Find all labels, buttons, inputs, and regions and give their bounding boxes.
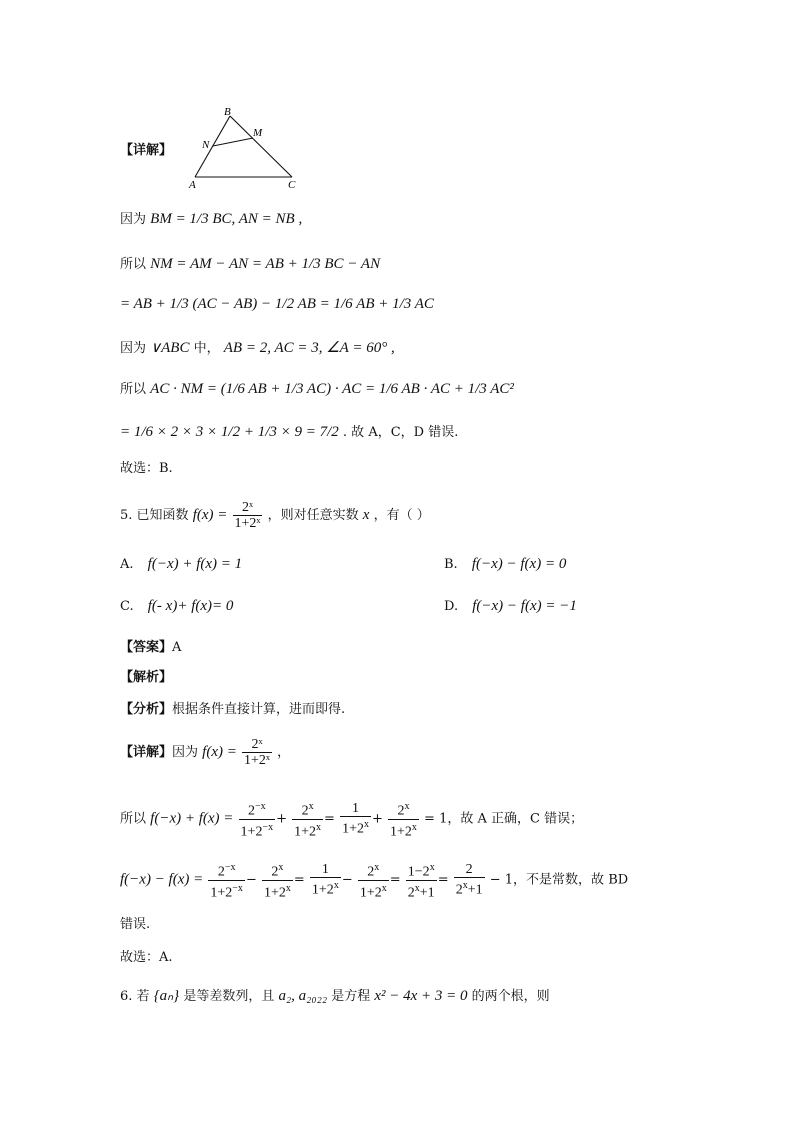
q4-line6-expr: = 1/6 × 2 × 3 × 1/2 + 1/3 × 9 = 7/2 xyxy=(120,424,339,440)
q5-fenxi-text: 根据条件直接计算，进而即得. xyxy=(172,702,346,717)
q5-fenxi-line xyxy=(120,698,345,717)
q6-mid: 是等差数列，且 xyxy=(183,989,275,1004)
q4-line5 xyxy=(120,378,514,398)
q5-stem-end: ，有（ ） xyxy=(373,508,430,523)
q6-mid2: 是方程 xyxy=(331,989,371,1004)
q5-option-c-label: C. xyxy=(120,599,134,614)
q5-analysis-tag: 【解析】 xyxy=(120,670,173,685)
q5-stem-suffix: ，则对任意实数 xyxy=(267,508,359,523)
q5-option-d xyxy=(444,598,577,615)
q4-line2-expr: NM = AM − AN = AB + 1/3 BC − AN xyxy=(150,256,381,272)
q5-option-a-text: f(−x) + f(x) = 1 xyxy=(147,556,243,572)
q4-line1 xyxy=(120,208,302,228)
q5-stem-prefix: 5. 已知函数 xyxy=(120,508,189,523)
q5-line2-suffix: = 1，故 A 正确，C 错误； xyxy=(424,811,584,827)
q5-detail-text: 因为 xyxy=(172,745,199,760)
q5-answer-value: A xyxy=(172,640,182,655)
q5-answer: 故选：A. xyxy=(120,950,173,965)
q6-terms: a₂, a₂₀₂₂ xyxy=(278,988,328,1004)
q5-line3: f(−x) − f(x) = $\frac{2^{-x}}{1+2^{-x}}$ − $\frac{2^x}{1+2^x}$ = $\frac{1}{1+2^x}$ − $\frac{2^x}{1+2^x}$ = $\frac{1-2^x}{2^x+1}$ = $\frac{2}{2^x+1}$ − 1，不是常数，故 BD xyxy=(120,862,629,901)
q5-stem-func: f(x) = xyxy=(192,507,228,523)
q5-stem-num: 2ˣ xyxy=(233,500,263,516)
q6-suffix: 的两个根，则 xyxy=(471,989,550,1004)
q4-line6-suffix: . 故 A，C，D 错误. xyxy=(342,425,459,440)
q5-detail-num: 2ˣ xyxy=(242,737,272,753)
q5-detail-tag: 【详解】 xyxy=(120,745,173,760)
q5-option-d-label: D. xyxy=(444,599,459,614)
q6-equation: x² − 4x + 3 = 0 xyxy=(374,988,468,1004)
q5-line3-cont: 错误. xyxy=(120,917,151,932)
triangle-figure xyxy=(180,104,305,194)
q5-detail-fraction xyxy=(242,737,272,768)
label-B: B xyxy=(224,106,231,118)
q4-line5-prefix: 所以 xyxy=(120,382,147,397)
q4-line2 xyxy=(120,253,380,273)
q4-line4 xyxy=(120,337,395,357)
q5-stem-den: 1+2ˣ xyxy=(234,516,261,531)
label-C: C xyxy=(288,179,296,191)
q6-seq: {aₙ} xyxy=(153,988,180,1004)
q4-line1-prefix: 因为 xyxy=(120,212,147,227)
q5-stem-fraction xyxy=(233,500,263,531)
q5-stem-var: x xyxy=(362,507,370,523)
q5-option-b-text: f(−x) − f(x) = 0 xyxy=(471,556,567,572)
q4-line2-prefix: 所以 xyxy=(120,257,147,272)
q5-line2-lhs: f(−x) + f(x) = xyxy=(150,810,234,827)
label-M: M xyxy=(253,127,263,139)
q5-detail-func: f(x) = xyxy=(202,744,237,760)
q4-line4-prefix: 因为 xyxy=(120,341,147,356)
q5-line3-lhs: f(−x) − f(x) = xyxy=(120,871,204,888)
q4-line1-expr: BM = 1/3 BC, AN = NB , xyxy=(150,211,303,227)
q5-detail-line: 【详解】因为 f(x) = $\frac{\text{2ˣ}}{\text{1+2ˣ}}$ ， xyxy=(120,737,291,768)
q4-answer: 故选：B. xyxy=(120,461,173,476)
q5-line2: 所以 f(−x) + f(x) = $\frac{2^{-x}}{1+2^{-x}}$ + $\frac{2^x}{1+2^x}$ = $\frac{1}{1+2^x}$ + $\frac{2^x}{1+2^x}$ = 1，故 A 正确，C 错误； xyxy=(120,801,584,840)
q4-line5-expr: AC · NM = (1/6 AB + 1/3 AC) · AC = 1/6 AB · AC + 1/3 AC² xyxy=(150,381,514,397)
label-A: A xyxy=(189,179,196,191)
q6-stem xyxy=(120,985,550,1005)
q5-detail-den: 1+2ˣ xyxy=(244,753,270,768)
q5-option-a xyxy=(120,556,242,573)
q5-line3-suffix: − 1，不是常数，故 BD xyxy=(489,872,629,888)
q5-line2-prefix: 所以 xyxy=(120,811,147,827)
q5-option-c-text: f(- x)+ f(x)= 0 xyxy=(147,598,234,614)
q5-answer-tag: 【答案】 xyxy=(120,640,173,655)
q4-detail-tag: 【详解】 xyxy=(120,143,173,158)
q5-answer-line xyxy=(120,636,181,655)
q4-line6 xyxy=(120,421,458,441)
q5-option-a-label: A. xyxy=(120,557,134,572)
q6-prefix: 6. 若 xyxy=(120,989,150,1004)
q5-option-d-text: f(−x) − f(x) = −1 xyxy=(472,598,577,614)
label-N: N xyxy=(202,139,210,151)
q4-line3: = AB + 1/3 (AC − AB) − 1/2 AB = 1/6 AB + 1/3 AC xyxy=(120,296,434,312)
q5-option-b xyxy=(444,556,566,573)
q4-line4-mid: 中， xyxy=(193,341,220,356)
q5-option-b-label: B. xyxy=(444,557,458,572)
q5-stem xyxy=(120,500,430,531)
q4-line4-cond: AB = 2, AC = 3, ∠A = 60° , xyxy=(223,340,395,356)
q5-fenxi-tag: 【分析】 xyxy=(120,702,173,717)
q5-option-c xyxy=(120,598,233,615)
q4-line4-triangle: ∨ABC xyxy=(150,340,190,356)
